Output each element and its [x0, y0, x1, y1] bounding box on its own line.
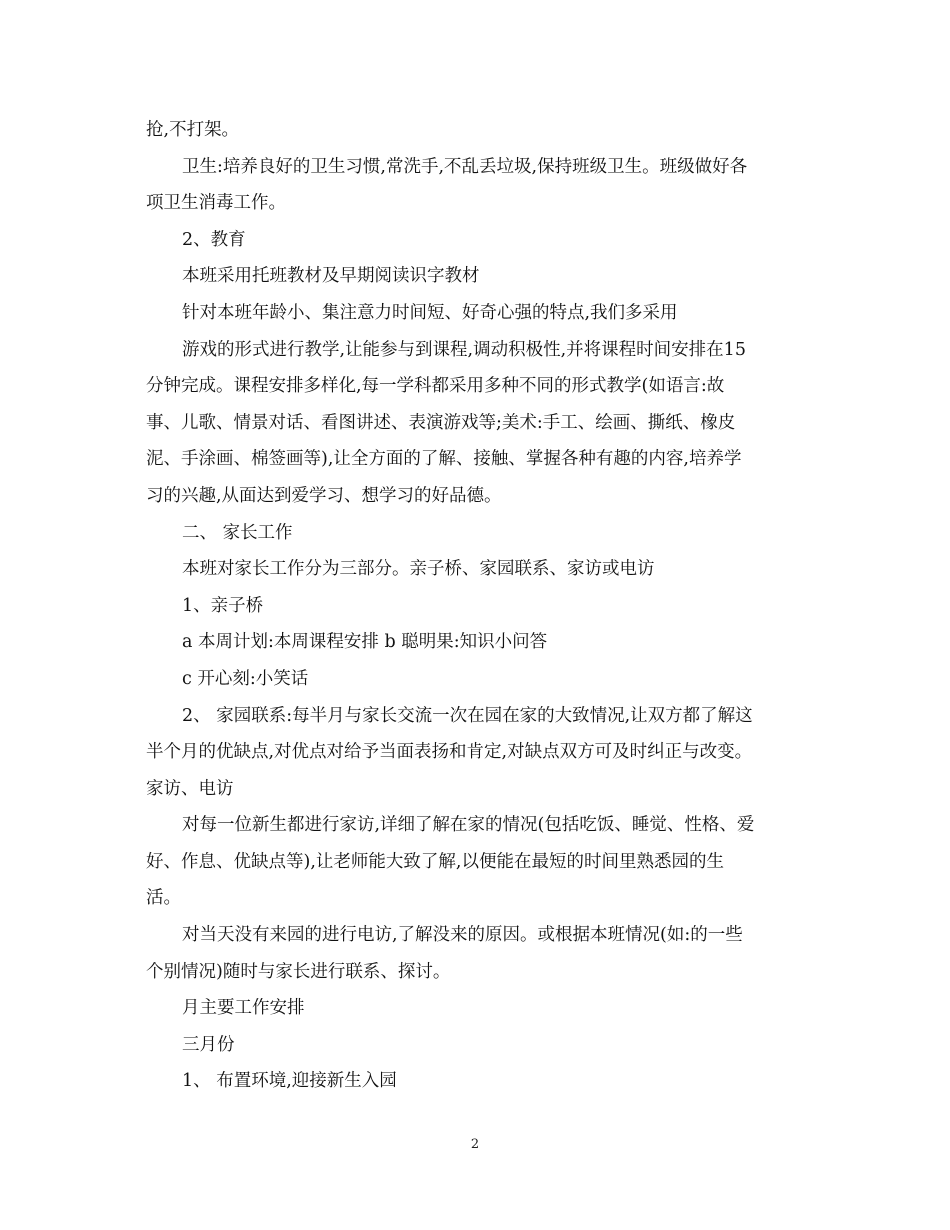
- text-line: a 本周计划:本周课程安排 b 聪明果:知识小问答: [182, 632, 548, 653]
- text-line: 事、儿歌、情景对话、看图讲述、表演游戏等;美术:手工、绘画、撕纸、橡皮: [146, 412, 736, 433]
- text-line: 月主要工作安排: [182, 998, 305, 1019]
- text-line: 二、 家长工作: [182, 522, 293, 543]
- text-line: 卫生:培养良好的卫生习惯,常洗手,不乱丢垃圾,保持班级卫生。班级做好各: [182, 156, 748, 177]
- paragraph: [146, 222, 806, 259]
- text-line: 泥、手涂画、棉签画等),让全方面的了解、接触、掌握各种有趣的内容,培养学: [146, 449, 742, 470]
- text-line: 游戏的形式进行教学,让能参与到课程,调动积极性,并将课程时间安排在15: [182, 339, 746, 360]
- text-line: 针对本班年龄小、集注意力时间短、好奇心强的特点,我们多采用: [182, 302, 678, 323]
- paragraph: [146, 661, 806, 698]
- text-line: 2、 家园联系:每半月与家长交流一次在园在家的大致情况,让双方都了解这: [182, 705, 753, 726]
- paragraph: [146, 624, 806, 661]
- text-line: 好、作息、优缺点等),让老师能大致了解,以便能在最短的时间里熟悉园的生: [146, 851, 724, 872]
- text-line: 1、 布置环境,迎接新生入园: [182, 1071, 397, 1092]
- paragraph: [146, 917, 806, 990]
- paragraph: [146, 551, 806, 588]
- paragraph: [146, 588, 806, 625]
- text-line: 三月份: [182, 1034, 235, 1055]
- paragraph: [146, 990, 806, 1027]
- paragraph: [146, 807, 806, 917]
- text-line: 家访、电访: [146, 778, 234, 799]
- paragraph: [146, 1063, 806, 1100]
- paragraph: [146, 515, 806, 552]
- text-line: c 开心刻:小笑话: [182, 668, 309, 689]
- text-line: 本班采用托班教材及早期阅读识字教材: [182, 266, 480, 287]
- text-line: 2、教育: [182, 229, 246, 250]
- text-line: 活。: [146, 888, 181, 909]
- text-line: 本班对家长工作分为三部分。亲子桥、家园联系、家访或电访: [182, 559, 655, 580]
- paragraph: [146, 1027, 806, 1064]
- text-line: 习的兴趣,从面达到爱学习、想学习的好品德。: [146, 485, 502, 506]
- paragraph: [146, 112, 806, 149]
- text-line: 抢,不打架。: [146, 120, 240, 140]
- paragraph: [146, 698, 806, 808]
- text-line: 1、亲子桥: [182, 595, 264, 616]
- paragraph: [146, 258, 806, 295]
- text-line: 个别情况)随时与家长进行联系、探讨。: [146, 961, 451, 982]
- paragraph: [146, 295, 806, 332]
- text-line: 半个月的优缺点,对优点对给予当面表扬和肯定,对缺点双方可及时纠正与改变。: [146, 742, 753, 763]
- paragraph: [146, 332, 806, 515]
- text-line: 对每一位新生都进行家访,详细了解在家的情况(包括吃饭、睡觉、性格、爱: [182, 815, 755, 836]
- document-body: [146, 112, 806, 1100]
- text-line: 分钟完成。课程安排多样化,每一学科都采用多种不同的形式教学(如语言:故: [146, 376, 725, 397]
- paragraph: [146, 149, 806, 222]
- text-line: 项卫生消毒工作。: [146, 193, 286, 214]
- page-number: 2: [470, 1137, 480, 1152]
- text-line: 对当天没有来园的进行电访,了解没来的原因。或根据本班情况(如:的一些: [182, 925, 743, 946]
